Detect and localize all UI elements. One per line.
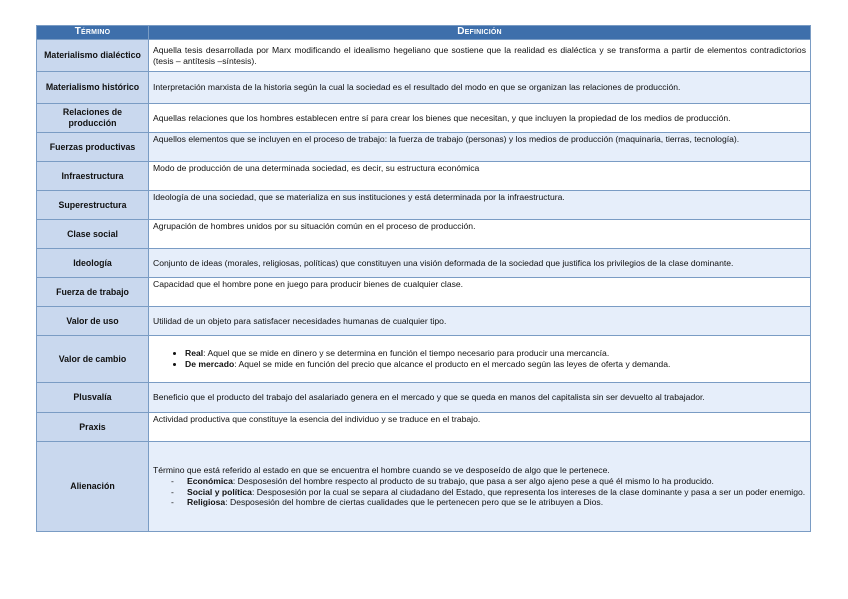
table-row [37,383,811,413]
item-text: : Aquel se mide en función del precio que alcance el producto en el mercado según las leyes de oferta y demanda. [234,359,671,369]
list-item [153,476,806,487]
term-cell: Materialismo histórico [37,72,149,104]
term-cell: Infraestructura [37,162,149,191]
table-row [37,249,811,278]
definition-cell: Capacidad que el hombre pone en juego para producir bienes de cualquier clase. [149,278,811,307]
item-text: : Desposesión del hombre respecto al producto de su trabajo, que pasa a ser algo ajeno pese a qué él mismo lo ha producido. [232,475,714,486]
dash-icon: - [171,497,174,508]
definition-cell: Aquella tesis desarrollada por Marx modificando el idealismo hegeliano que sostiene que la realidad es dialéctica y se transforma a partir de elementos contradictorios (tesis – antítesis –síntesis). [149,40,811,72]
definition-intro: Término que está referido al estado en que se encuentra el hombre cuando se ve desposeído de algo que le pertenece. [153,465,610,476]
definition-cell: Aquellos elementos que se incluyen en el proceso de trabajo: la fuerza de trabajo (personas) y los medios de producción (maquinaria, tierras, tecnología). [149,133,811,162]
table-row [37,191,811,220]
table-row [37,413,811,442]
definition-cell: Modo de producción de una determinada sociedad, es decir, su estructura económica [149,162,811,191]
term-cell: Materialismo dialéctico [37,40,149,72]
glossary-table [36,25,811,532]
item-text: : Aquel que se mide en dinero y se determina en función el tiempo necesario para producir una mercancía. [203,348,610,359]
table-row [37,133,811,162]
term-cell: Fuerza de trabajo [37,278,149,307]
table-row [37,40,811,72]
list-item [153,497,806,508]
list-item [185,348,806,359]
item-text: : Desposesión por la cual se separa al ciudadano del Estado, que representa los intereses de la clase dominante y pasa a ser un poder enemigo. [251,486,806,497]
table-row [37,220,811,249]
definition-cell: Agrupación de hombres unidos por su situación común en el proceso de producción. [149,220,811,249]
table-row [37,307,811,336]
term-cell: Relaciones de producción [37,104,149,133]
table-row [37,72,811,104]
term-cell: Alienación [37,442,149,532]
term-cell: Superestructura [37,191,149,220]
item-label: Religiosa [187,497,226,508]
dash-list [153,476,806,508]
item-label: De mercado [185,359,235,369]
definition-cell: Aquellas relaciones que los hombres establecen entre sí para crear los bienes que necesitan, y que incluyen la propiedad de los medios de producción. [149,104,811,133]
header-definition: Definición [149,26,811,40]
item-label: Social y política [187,486,252,497]
item-text: : Desposesión del hombre de ciertas cualidades que le pertenecen pero que se le atribuyen a Dios. [225,497,604,508]
definition-cell: Interpretación marxista de la historia según la cual la sociedad es el resultado del modo en que se organizan las relaciones de producción. [149,72,811,104]
list-item [185,359,806,370]
term-cell: Fuerzas productivas [37,133,149,162]
dash-icon: - [171,486,174,497]
term-cell: Ideología [37,249,149,278]
table-row [37,104,811,133]
item-label: Económica [187,475,233,486]
definition-cell: Beneficio que el producto del trabajo del asalariado genera en el mercado y que se queda en manos del capitalista sin ser devuelto al trabajador. [149,383,811,413]
term-cell: Valor de cambio [37,336,149,383]
dash-icon: - [171,475,174,486]
bullet-list [153,348,806,369]
term-cell: Valor de uso [37,307,149,336]
item-label: Real [185,348,204,359]
definition-cell [149,336,811,383]
table-row [37,442,811,532]
term-cell: Plusvalía [37,383,149,413]
definition-cell: Ideología de una sociedad, que se materializa en sus instituciones y está determinada por la infraestructura. [149,191,811,220]
list-item [153,487,806,498]
definition-cell: Utilidad de un objeto para satisfacer necesidades humanas de cualquier tipo. [149,307,811,336]
table-row [37,336,811,383]
header-term: Término [37,26,149,40]
table-row [37,278,811,307]
term-cell: Praxis [37,413,149,442]
table-row [37,162,811,191]
definition-cell: Conjunto de ideas (morales, religiosas, políticas) que constituyen una visión deformada de la sociedad que justifica los privilegios de la clase dominante. [149,249,811,278]
header-row [37,26,811,40]
definition-cell [149,442,811,532]
definition-cell: Actividad productiva que constituye la esencia del individuo y se traduce en el trabajo. [149,413,811,442]
term-cell: Clase social [37,220,149,249]
